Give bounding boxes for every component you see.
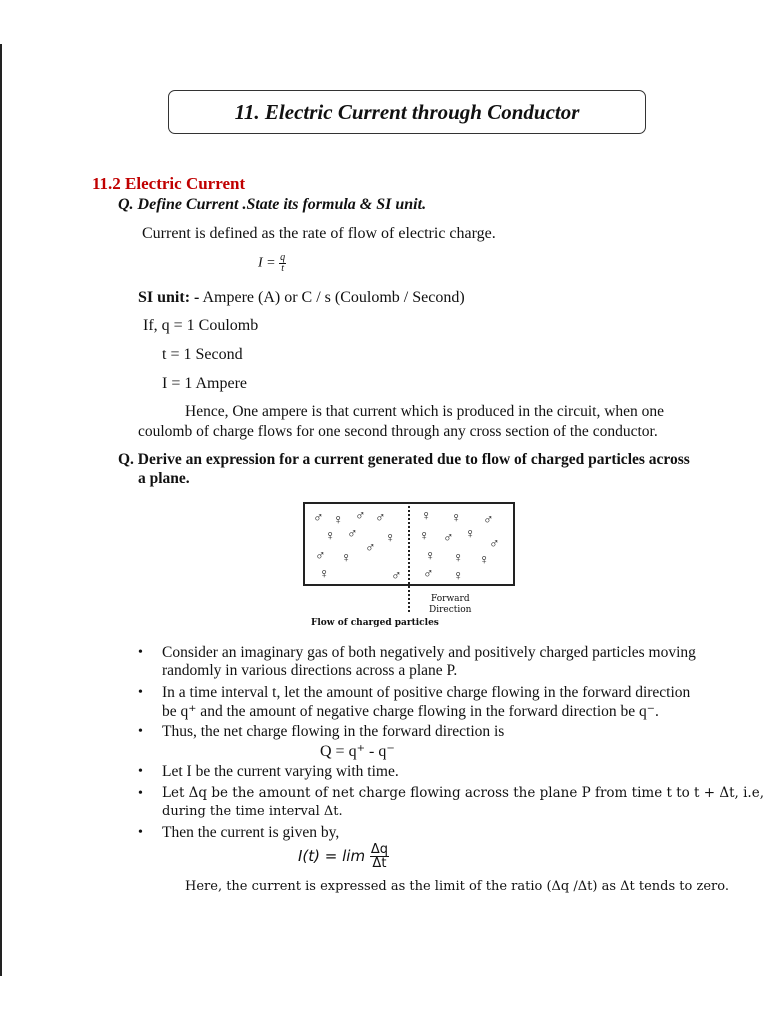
particle-icon: ♂ — [375, 511, 386, 526]
direction-label-line-2: Direction — [429, 605, 472, 615]
bullet-2-line-1: In a time interval t, let the amount of positive charge flowing in the forward direction — [162, 684, 691, 701]
particle-icon: ♂ — [391, 569, 402, 584]
bullet-1-line-2: randomly in various directions across a plane P. — [162, 662, 458, 679]
particle-icon: ♀ — [465, 527, 476, 542]
particle-icon: ♂ — [313, 511, 324, 526]
bullet-dot: • — [138, 645, 143, 660]
bullet-2-line-2: be q⁺ and the amount of negative charge flowing in the forward direction be q⁻. — [162, 703, 659, 720]
bullet-dot: • — [138, 786, 143, 801]
limit-equation — [298, 843, 389, 870]
bullet-6-line-1: Then the current is given by, — [162, 824, 340, 841]
bullet-5-line-2: during the time interval Δt. — [162, 804, 343, 819]
bullet-1-line-1: Consider an imaginary gas of both negatively and positively charged particles moving — [162, 644, 696, 661]
page-title: 11. Electric Current through Conductor — [234, 99, 580, 124]
page-left-border — [0, 44, 2, 976]
particle-icon: ♀ — [451, 511, 462, 526]
closing-text: Here, the current is expressed as the limit of the ratio (Δq /Δt) as Δt tends to zero. — [185, 879, 729, 894]
hence-line-2: coulomb of charge flows for one second through any cross section of the conductor. — [138, 423, 658, 440]
figure-caption: Flow of charged particles — [311, 618, 439, 628]
particle-icon: ♀ — [319, 567, 330, 582]
formula-fraction — [279, 253, 286, 274]
particle-icon: ♂ — [347, 527, 358, 542]
t-line: t = 1 Second — [162, 346, 243, 363]
bullet-4-line-1: Let I be the current varying with time. — [162, 763, 399, 780]
definition-text: Current is defined as the rate of flow of electric charge. — [142, 225, 496, 242]
particle-icon: ♂ — [443, 531, 454, 546]
direction-label-line-1: Forward — [431, 594, 470, 604]
bullet-dot: • — [138, 825, 143, 840]
particle-icon: ♂ — [483, 513, 494, 528]
question-1: Q. Define Current .State its formula & SI unit. — [118, 196, 427, 213]
particle-icon: ♀ — [385, 531, 396, 546]
current-formula — [258, 253, 286, 274]
i-line: I = 1 Ampere — [162, 375, 247, 392]
si-unit-line — [138, 289, 465, 307]
particle-icon: ♀ — [453, 569, 464, 584]
formula-denominator: t — [281, 263, 284, 274]
particle-icon: ♀ — [421, 509, 432, 524]
particle-icon: ♂ — [423, 567, 434, 582]
limit-numerator: Δq — [370, 842, 388, 857]
particle-icon: ♀ — [425, 549, 436, 564]
formula-lhs: I = — [258, 255, 276, 271]
bullet-5-line-1: Let Δq be the amount of net charge flowing across the plane P from time t to t + Δt, i.e, — [162, 785, 765, 801]
bullet-3-line-1: Thus, the net charge flowing in the forward direction is — [162, 723, 505, 740]
si-unit-label: SI unit: - — [138, 289, 200, 306]
if-q-line: If, q = 1 Coulomb — [143, 317, 259, 334]
limit-fraction — [370, 843, 389, 870]
net-charge-equation: Q = q⁺ - q⁻ — [320, 743, 395, 760]
question-2-line-1: Q. Derive an expression for a current generated due to flow of charged particles across — [118, 451, 690, 468]
formula-numerator: q — [280, 252, 286, 263]
limit-denominator: Δt — [372, 856, 387, 871]
limit-lhs: I(t) = lim — [298, 847, 366, 865]
particle-icon: ♀ — [453, 551, 464, 566]
particle-icon: ♀ — [479, 553, 490, 568]
particle-icon: ♀ — [333, 513, 344, 528]
question-2-line-2: a plane. — [138, 470, 190, 487]
particle-icon: ♀ — [341, 551, 352, 566]
bullet-dot: • — [138, 685, 143, 700]
particle-icon: ♀ — [419, 529, 430, 544]
particle-icon: ♂ — [355, 509, 366, 524]
section-heading: 11.2 Electric Current — [92, 174, 246, 193]
particle-icon: ♂ — [489, 537, 500, 552]
plane-p-dotted-line — [408, 502, 410, 612]
bullet-dot: • — [138, 764, 143, 779]
si-unit-value: Ampere (A) or C / s (Coulomb / Second) — [202, 289, 465, 306]
hence-line-1: Hence, One ampere is that current which is produced in the circuit, when one — [185, 403, 665, 420]
particle-icon: ♂ — [315, 549, 326, 564]
particle-icon: ♀ — [325, 529, 336, 544]
bullet-dot: • — [138, 724, 143, 739]
title-box — [168, 90, 646, 134]
charged-particles-figure — [303, 502, 518, 630]
particle-icon: ♂ — [365, 541, 376, 556]
